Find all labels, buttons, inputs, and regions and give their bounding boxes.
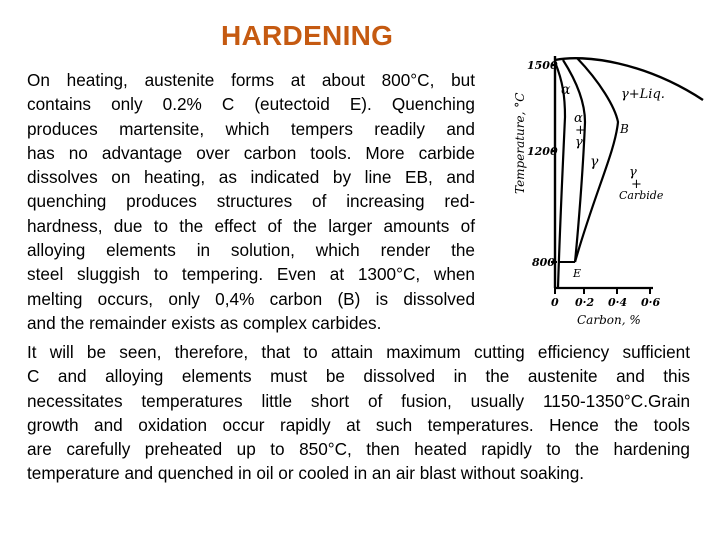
paragraph-2-line: temperature and quenched in oil or cooled in an air blast without soaking. [27, 463, 585, 484]
x-tick-label: 0 [551, 296, 559, 309]
region-alpha-label: α [561, 82, 571, 98]
paragraph-2-line: It will be seen, therefore, that to attain maximum cutting efficiency sufficient [27, 342, 690, 362]
point-b-label: B [620, 122, 629, 136]
region-gamma-carbide-label: + [631, 177, 642, 192]
y-tick-label: 800 [532, 256, 555, 269]
phase-diagram [505, 52, 705, 337]
region-gamma-carbide-label: γ [629, 165, 637, 180]
paragraph-1-line: and the remainder exists as complex carbides. [27, 312, 382, 333]
paragraph-2-line: necessitates temperatures little short of fusion, usually 1150-1350°C.Grain [27, 390, 690, 411]
region-gamma-carbide-label: Carbide [619, 189, 664, 202]
page-title: HARDENING [221, 20, 394, 51]
region-alpha-gamma-label: α [574, 111, 583, 126]
region-alpha-gamma-label: + [575, 123, 586, 138]
y-tick-label: 1200 [527, 145, 558, 158]
paragraph-2-line: are carefully preheated up to 850°C, then heated rapidly to the hardening [27, 439, 690, 460]
point-e-label: E [573, 267, 582, 280]
paragraph-2-line: growth and oxidation occur rapidly at such temperatures. Hence the tools [27, 414, 690, 435]
region-alpha-gamma-label: γ [575, 135, 583, 150]
paragraph-1 [27, 68, 475, 335]
paragraph-1-line: quenching produces structures of increasing red- [27, 191, 475, 212]
paragraph-1-line: hardness, due to the effect of the larger amounts of [27, 215, 475, 236]
paragraph-1-line: contains only 0.2% C (eutectoid E). Quenching [27, 94, 475, 115]
paragraph-1-line: melting occurs, only 0,4% carbon (B) is dissolved [27, 288, 475, 309]
paragraph-1-line: alloying elements in solution, which render the [27, 240, 475, 261]
paragraph-1-line: dissolves on heating, as indicated by line EB, and [27, 167, 475, 188]
y-axis-label: Temperature, °C [513, 92, 527, 194]
x-axis-label: Carbon, % [577, 313, 641, 327]
paragraph-1-line: On heating, austenite forms at about 800°C, but [27, 70, 475, 90]
paragraph-1-line: steel sluggish to tempering. Even at 1300°C, when [27, 264, 475, 285]
x-tick-label: 0·4 [608, 296, 628, 309]
paragraph-2-line: C and alloying elements must be dissolved in the austenite and this [27, 366, 690, 387]
x-tick-label: 0·6 [641, 296, 661, 309]
paragraph-1-line: produces martensite, which tempers readily and [27, 118, 475, 139]
region-gamma-liquid-label: γ+Liq. [621, 87, 665, 102]
paragraph-1-line: has no advantage over carbon tools. More carbide [27, 142, 475, 163]
region-gamma-label: γ [590, 154, 599, 170]
x-tick-label: 0·2 [575, 296, 595, 309]
y-tick-label: 1500 [527, 59, 558, 72]
paragraph-2 [27, 340, 690, 486]
